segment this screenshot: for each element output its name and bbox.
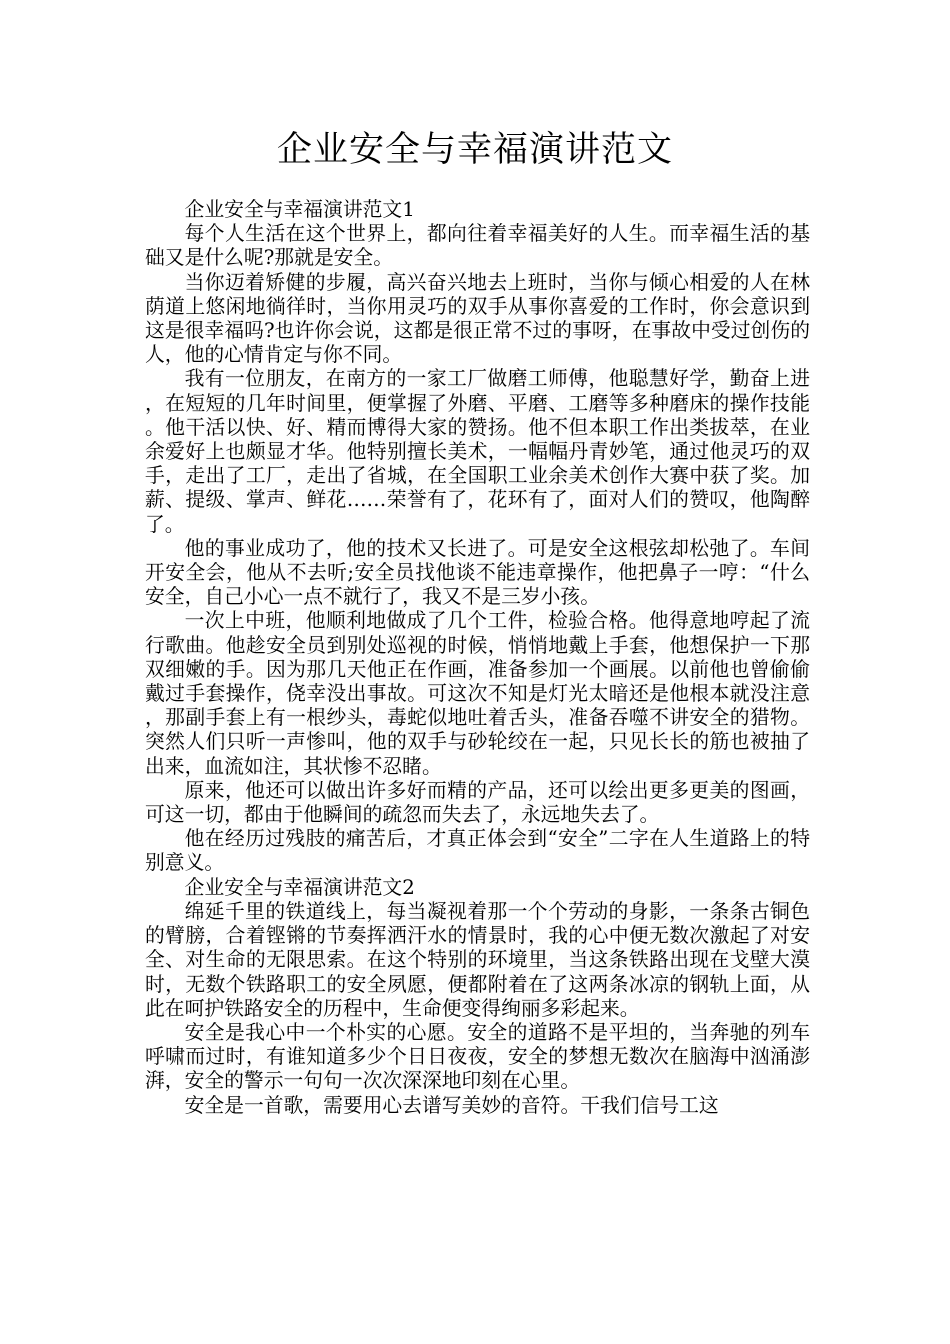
paragraph: 我有一位朋友，在南方的一家工厂做磨工师傅，他聪慧好学，勤奋上进，在短短的几年时间里，便掌握了外磨、平磨、工磨等多种磨床的操作技能。他干活以快、好、精而博得大家的赞扬。他不但本职工作出类拔萃，在业余爱好上也颇显才华。他特别擅长美术，一幅幅丹青妙笔，通过他灵巧的双手，走出了工厂，走出了省城，在全国职工业余美术创作大赛中获了奖。加薪、提级、掌声、鲜花……荣誉有了，花环有了，面对人们的赞叹，他陶醉了。 [145,367,810,536]
paragraph: 一次上中班，他顺利地做成了几个工件，检验合格。他得意地哼起了流行歌曲。他趁安全员到别处巡视的时候，悄悄地戴上手套，他想保护一下那双细嫩的手。因为那几天他正在作画，准备参加一个画展。以前他也曾偷偷戴过手套操作，侥幸没出事故。可这次不知是灯光太暗还是他根本就没注意，那副手套上有一根纱头，毒蛇似地吐着舌头，准备吞噬不讲安全的猎物。突然人们只听一声惨叫，他的双手与砂轮绞在一起，只见长长的筋也被抽了出来，血流如注，其状惨不忍睹。 [145,609,810,778]
paragraph: 安全是一首歌，需要用心去谱写美妙的音符。干我们信号工这 [184,1093,719,1117]
document-body [145,198,810,1118]
paragraph: 每个人生活在这个世界上，都向往着幸福美好的人生。而幸福生活的基础又是什么呢?那就是安全。 [145,222,810,270]
paragraph: 当你迈着矫健的步履，高兴奋兴地去上班时，当你与倾心相爱的人在林荫道上悠闲地徜徉时，当你用灵巧的双手从事你喜爱的工作时，你会意识到这是很幸福吗?也许你会说，这都是很正常不过的事呀，在事故中受过创伤的人，他的心情肯定与你不同。 [145,270,810,367]
paragraph: 他的事业成功了，他的技术又长进了。可是安全这根弦却松弛了。车间开安全会，他从不去听;安全员找他谈不能违章操作，他把鼻子一哼：“什么安全，自己小心一点不就行了，我又不是三岁小孩。 [145,536,810,609]
paragraph: 他在经历过残肢的痛苦后，才真正体会到“安全”二字在人生道路上的特别意义。 [145,827,810,875]
paragraph: 绵延千里的铁道线上，每当凝视着那一个个劳动的身影，一条条古铜色的臂膀，合着铿锵的节奏挥洒汗水的情景时，我的心中便无数次激起了对安全、对生命的无限思索。在这个特别的环境里，当这条铁路出现在戈壁大漠时，无数个铁路职工的安全夙愿，便都附着在了这两条冰凉的钢轨上面，从此在呵护铁路安全的历程中，生命便变得绚丽多彩起来。 [145,899,810,1020]
section-heading-1: 企业安全与幸福演讲范文1 [184,198,415,221]
paragraph: 原来，他还可以做出许多好而精的产品，还可以绘出更多更美的图画，可这一切，都由于他瞬间的疏忽而失去了，永远地失去了。 [145,778,810,827]
paragraph: 安全是我心中一个朴实的心愿。安全的道路不是平坦的，当奔驰的列车呼啸而过时，有谁知道多少个日日夜夜，安全的梦想无数次在脑海中汹涌澎湃，安全的警示一句句一次次深深地印刻在心里。 [145,1020,810,1093]
section-heading-2: 企业安全与幸福演讲范文2 [184,875,415,899]
document-title: 企业安全与幸福演讲范文 [276,130,673,170]
